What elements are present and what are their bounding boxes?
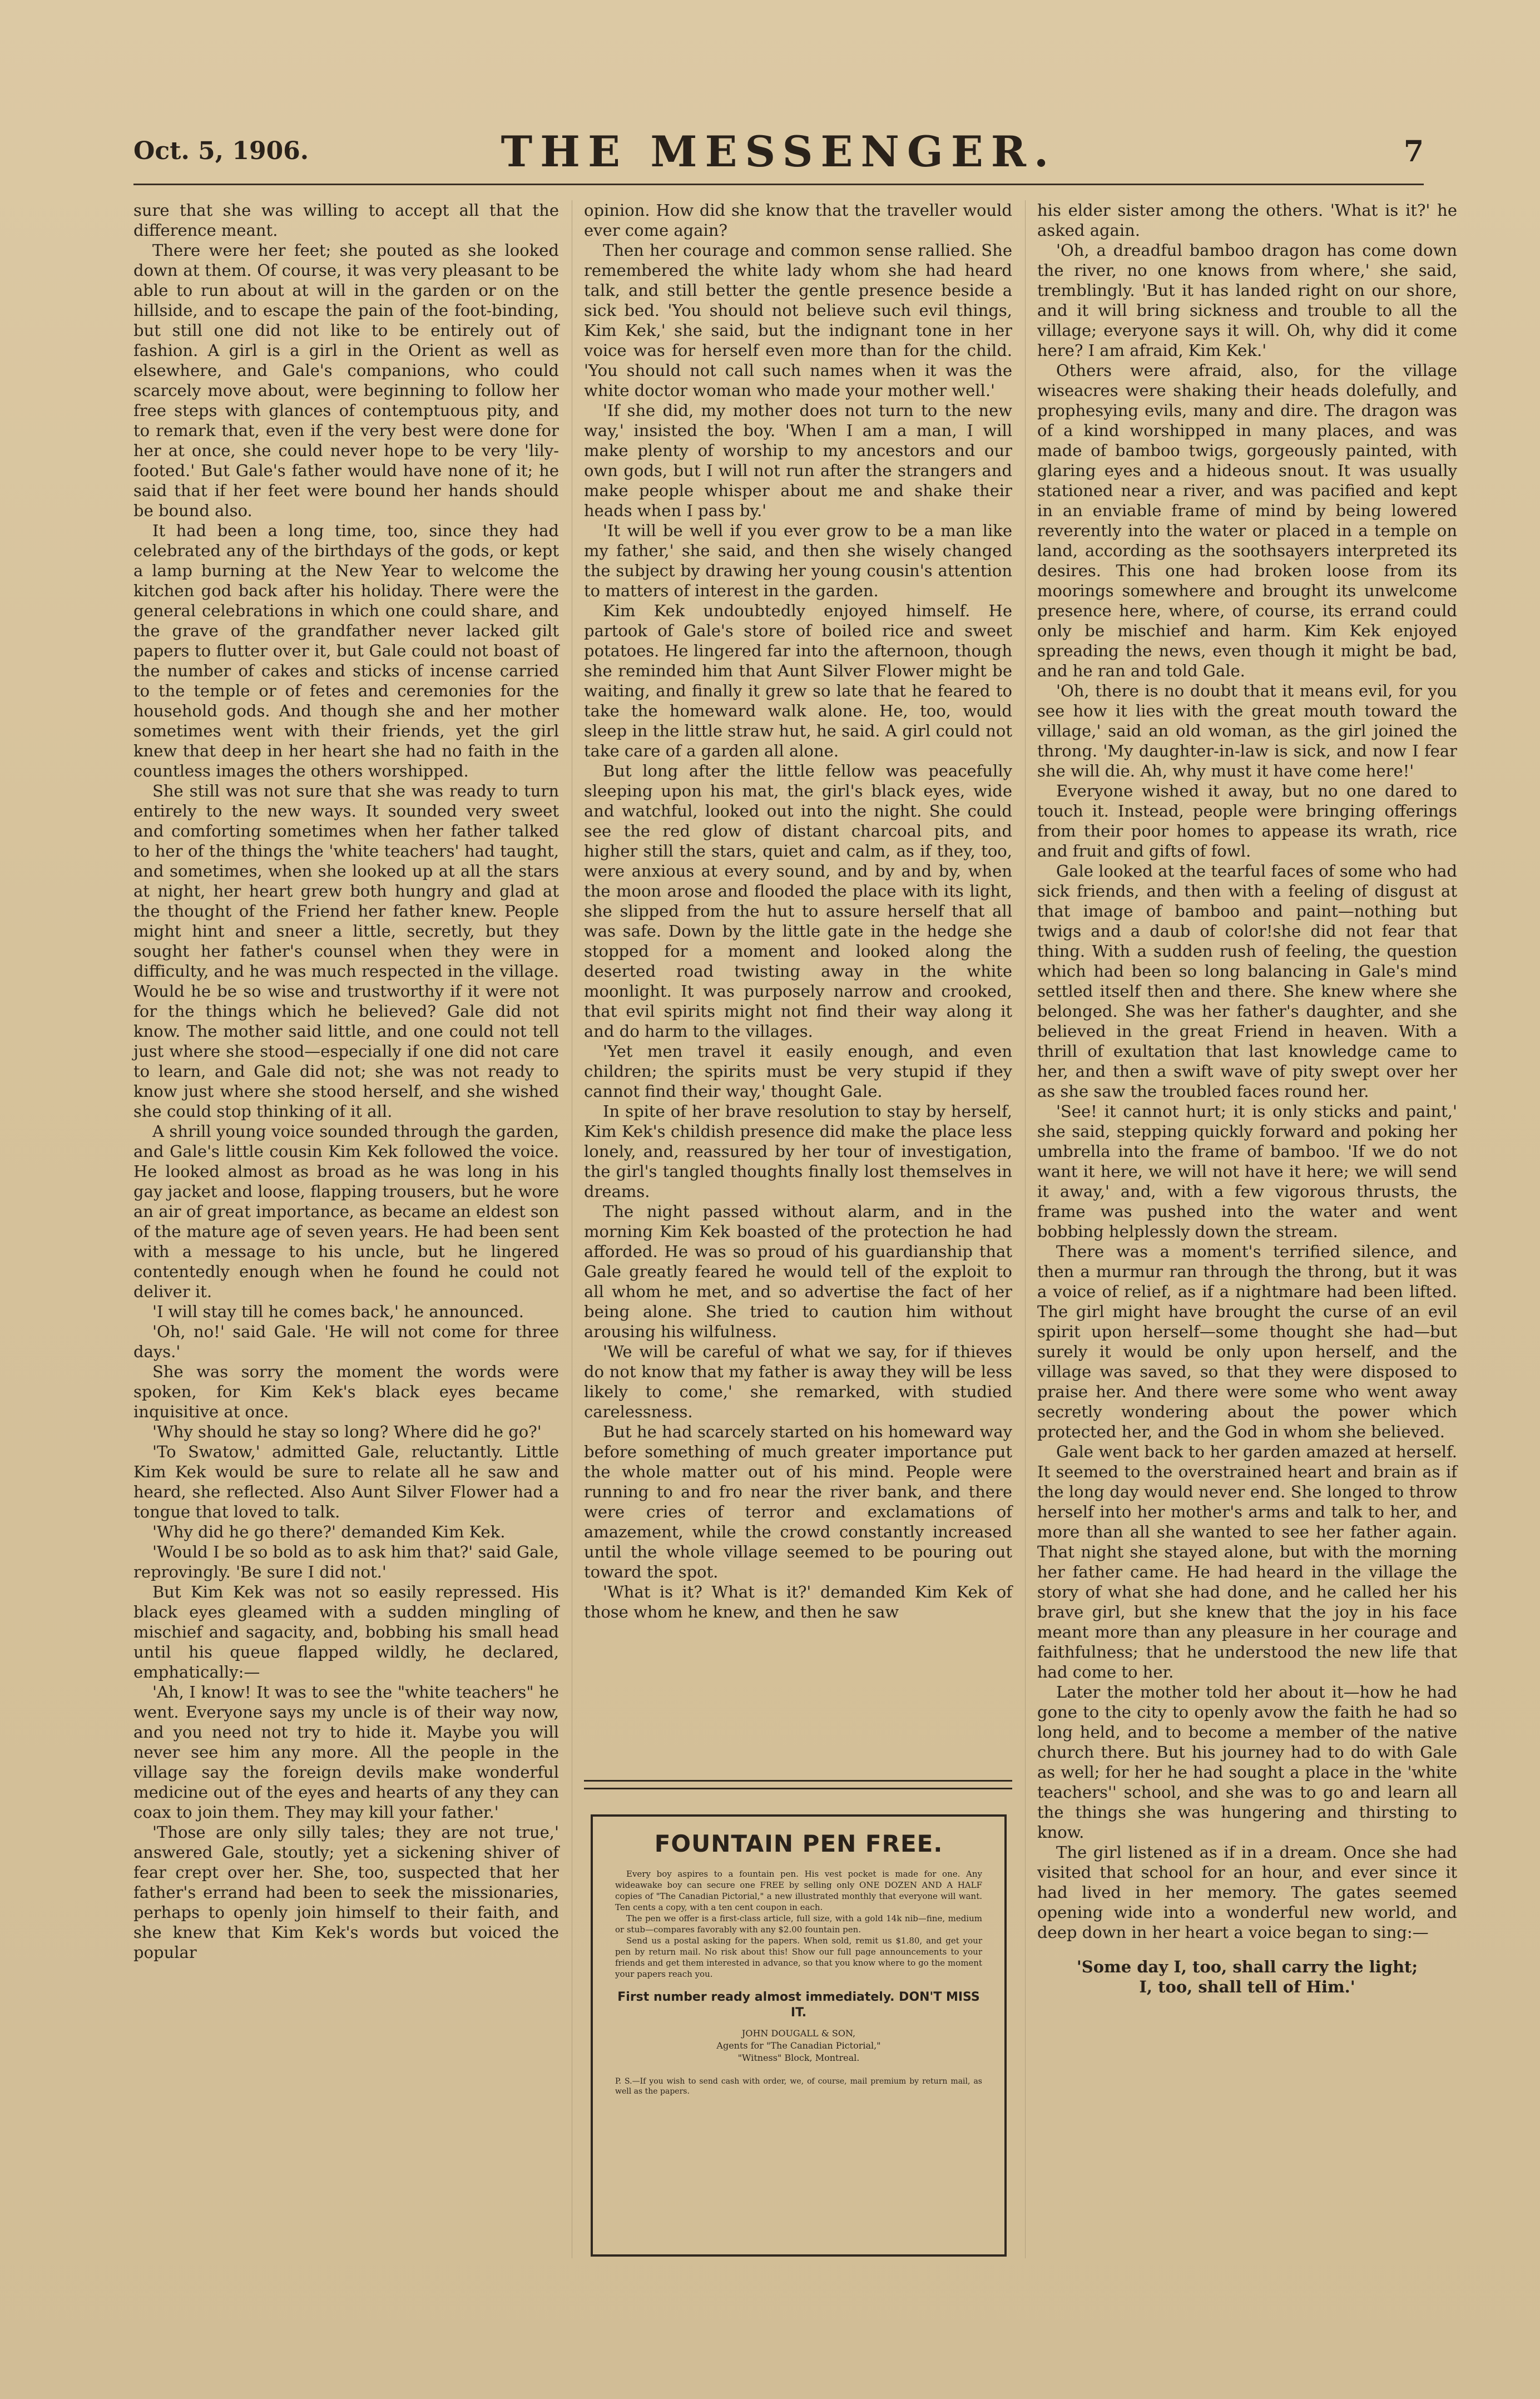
ad-title: FOUNTAIN PEN FREE.	[654, 1830, 943, 1857]
paragraph: opinion. How did she know that the traveller would ever come again?	[584, 201, 1012, 240]
ad-top-rule	[584, 1788, 1012, 1789]
paragraph: 'See! it cannot hurt; it is only sticks and paint,' she said, stepping quickly forward and poking her umbrella into the frame of bamboo. 'If we do not want it here, we will not have it here; we will send it away,' and, with a few vigorous thrusts, the frame was pushed into the water and went bobbing helplessly down the stream.	[1037, 1102, 1457, 1241]
paragraph: 'Oh, a dreadful bamboo dragon has come down the river, no one knows from where,' she said, tremblingly. 'But it has landed right on our shore, and it will bring sickness and trouble to all the village; everyone says it will. Oh, why did it come here? I am afraid, Kim Kek.'	[1037, 241, 1457, 360]
ad-headline: First number ready almost immediately. DON'T MISS IT.	[617, 1990, 980, 2020]
paragraph: 'Oh, there is no doubt that it means evil, for you see how it lies with the great mouth toward the village,' said an old woman, as the girl joined the throng. 'My daughter-in-law is sick, and now I fear she will die. Ah, why must it have come here!'	[1037, 681, 1457, 780]
paragraph: Kim Kek undoubtedly enjoyed himself. He partook of Gale's store of boiled rice and sweet potatoes. He lingered far into the afternoon, though she reminded him that Aunt Silver Flower might be waiting, and finally it grew so late that he feared to take the homeward walk alone. He, too, would sleep in the little straw hut, he said. A girl could not take care of a garden all alone.	[584, 601, 1012, 760]
page-number: 7	[1403, 135, 1424, 169]
ad-postscript: P. S.—If you wish to send cash with order, we, of course, mail premium by return mail, as well as the papers.	[615, 2077, 982, 2096]
paragraph: A shrill young voice sounded through the garden, and Gale's little cousin Kim Kek followed the voice. He looked almost as broad as he was long in his gay jacket and loose, flapping trousers, but he wore an air of great importance, as became an eldest son of the mature age of seven years. He had been sent with a message to his uncle, but he lingered contentedly enough when he found he could not deliver it.	[133, 1122, 559, 1301]
paragraph: Others were afraid, also, for the village wiseacres were shaking their heads dolefully, and prophesying evils, many and dire. The dragon was of a kind worshipped in many places, and was made of bamboo twigs, gorgeously painted, with glaring eyes and a hideous snout. It was usually stationed near a river, and was pacified and kept in an enviable frame of mind by being lowered reverently into the water or placed in a temple on land, according as the soothsayers interpreted its desires. This one had broken loose from its moorings somewhere and brought its unwelcome presence here, where, of course, its errand could only be mischief and harm. Kim Kek enjoyed spreading the news, even though it might be bad, and he ran and told Gale.	[1037, 361, 1457, 680]
paragraph: 'We will be careful of what we say, for if thieves do not know that my father is away they will be less likely to come,' she remarked, with studied carelessness.	[584, 1342, 1012, 1421]
paragraph: The girl listened as if in a dream. Once she had visited that school for an hour, and ever since it had lived in her memory. The gates seemed opening wide into a wonderful new world, and deep down in her heart a voice began to sing:—	[1037, 1843, 1457, 1942]
paragraph: She still was not sure that she was ready to turn entirely to the new ways. It sounded very sweet and comforting sometimes when her father talked to her of the things the 'white teachers' had taught, and sometimes, when she looked up at all the stars at night, her heart grew both hungry and glad at the thought of the Friend her father knew. People might hint and sneer a little, secretly, but they sought her father's counsel when they were in difficulty, and he was much respected in the village. Would he be so wise and trustworthy if it were not for the things which he believed? Gale did not know. The mother said little, and one could not tell just where she stood—especially if one did not care to learn, and Gale did not; she was not ready to know just where she stood herself, and she wished she could stop thinking of it all.	[133, 781, 559, 1121]
paragraph: There was a moment's terrified silence, and then a murmur ran through the throng, but it was a voice of relief, as if a nightmare had been lifted. The girl might have brought the curse of an evil spirit upon herself—some thought she had—but surely it would be only upon herself, and the village was saved, so that they were disposed to praise her. And there were some who went away secretly wondering about the power which protected her, and the God in whom she believed.	[1037, 1242, 1457, 1441]
ad-company: JOHN DOUGALL & SON,	[741, 2028, 856, 2039]
paragraph: But he had scarcely started on his homeward way before something of much greater importance put the whole matter out of his mind. People were running to and fro near the river bank, and there were cries of terror and exclamations of amazement, while the crowd constantly increased until the whole village seemed to be pouring out toward the spot.	[584, 1422, 1012, 1581]
poem-line: I, too, shall tell of Him.'	[1139, 1977, 1355, 1996]
column-1	[133, 200, 559, 1962]
paragraph: 'What is it? What is it?' demanded Kim Kek of those whom he knew, and then he saw	[584, 1582, 1012, 1621]
paragraph: Gale looked at the tearful faces of some who had sick friends, and then with a feeling of disgust at that image of bamboo and paint—nothing but twigs and a daub of color!she did not fear that thing. With a sudden rush of feeling, the question which had been so long balancing in Gale's mind settled itself then and there. She knew where she belonged. She was her father's daughter, and she believed in the great Friend in heaven. With a thrill of exultation that last knowledge came to her, and then a swift wave of pity swept over her as she saw the troubled faces round her.	[1037, 862, 1457, 1101]
masthead	[133, 127, 1424, 177]
paragraph: But long after the little fellow was peacefully sleeping upon his mat, the girl's black eyes, wide and watchful, looked out into the night. She could see the red glow of distant charcoal pits, and higher still the stars, quiet and calm, as if they, too, were anxious at every sound, and by and by, when the moon arose and flooded the place with its light, she slipped from the hut to assure herself that all was safe. Down by the little gate in the hedge she stopped for a moment and looked along the deserted road twisting away in the white moonlight. It was purposely narrow and crooked, that evil spirits might not find their way along it and do harm to the villages.	[584, 761, 1012, 1041]
poem-line: 'Some day I, too, shall carry the light;	[1076, 1957, 1418, 1976]
paragraph: 'Why did he go there?' demanded Kim Kek.	[152, 1522, 506, 1541]
paragraph: sure that she was willing to accept all that the difference meant.	[133, 201, 559, 240]
paragraph: But Kim Kek was not so easily repressed. His black eyes gleamed with a sudden mingling of mischief and sagacity, and, bobbing his small head until his queue flapped wildly, he declared, emphatically:—	[133, 1582, 559, 1681]
paragraph: 'Yet men travel it easily enough, and even children; the spirits must be very stupid if they cannot find their way,' thought Gale.	[584, 1042, 1012, 1101]
paragraph: Later the mother told her about it—how he had gone to the city to openly avow the faith he had so long held, and to become a member of the native church there. But his journey had to do with Gale as well; for her he had sought a place in the 'white teachers'' school, and she was to go and learn all the things she was hungering and thirsting to know.	[1037, 1683, 1457, 1842]
masthead-rule	[133, 184, 1424, 185]
paragraph: There were her feet; she pouted as she looked down at them. Of course, it was very pleasant to be able to run about at will in the garden or on the hillside, and to escape the pain of the foot-binding, but still one did not like to be entirely out of fashion. A girl is a girl in the Orient as well as elsewhere, and Gale's companions, who could scarcely move about, were beginning to follow her free steps with glances of contemptuous pity, and to remark that, even if the very best were done for her at once, she could never hope to be very 'lily-footed.' But Gale's father would have none of it; he said that if her feet were bound her hands should be bound also.	[133, 241, 559, 520]
paragraph: his elder sister among the others. 'What is it?' he asked again.	[1037, 201, 1457, 240]
ad-body	[615, 1868, 982, 1980]
ad-top-rule	[584, 1780, 1012, 1782]
ad-paragraph: The pen we offer is a first-class article, full size, with a gold 14k nib—fine, medium or stub—compares favorably with any $2.00 fountain pen.	[615, 1913, 982, 1935]
paragraph: Then her courage and common sense rallied. She remembered the white lady whom she had heard talk, and still better the gentle presence beside a sick bed. 'You should not believe such evil things, Kim Kek,' she said, but the indignant tone in her voice was for herself even more than for the child. 'You should not call such names when it was the white doctor woman who made your mother well.'	[584, 241, 1012, 400]
paragraph: 'Ah, I know! It was to see the "white teachers" he went. Everyone says my uncle is of their way now, and you need not try to hide it. Maybe you will never see him any more. All the people in the village say the foreign devils make wonderful medicine out of the eyes and hearts of any they can coax to join them. They may kill your father.'	[133, 1683, 559, 1822]
ad-signature	[615, 2027, 982, 2064]
paragraph: 'Those are only silly tales; they are not true,' answered Gale, stoutly; yet a sickening shiver of fear crept over her. She, too, suspected that her father's errand had been to seek the missionaries, perhaps to openly join himself to their faith, and she knew that Kim Kek's words but voiced the popular	[133, 1823, 559, 1962]
column-divider	[1025, 200, 1026, 2258]
newspaper-title: THE MESSENGER.	[501, 127, 1057, 176]
paragraph: It had been a long time, too, since they had celebrated any of the birthdays of the gods, or kept a lamp burning at the New Year to welcome the kitchen god back after his holiday. There were the general celebrations in which one could share, and the grave of the grandfather never lacked gilt papers to flutter over it, but Gale could not boast of the number of cakes and sticks of incense carried to the temple or of fetes and ceremonies for the household gods. And though she and her mother sometimes went with their friends, yet the girl knew that deep in her heart she had no faith in the countless images the others worshipped.	[133, 521, 559, 780]
paragraph: Gale went back to her garden amazed at herself. It seemed to the overstrained heart and brain as if the long day would never end. She longed to throw herself into her mother's arms and talk to her, and more than all she wanted to see her father again. That night she stayed alone, but with the morning her father came. He had heard in the village the story of what she had done, and he called her his brave girl, but she knew that the joy in his face meant more than any pleasure in her courage and faithfulness; that he understood the new life that had come to her.	[1037, 1442, 1457, 1681]
ad-agents: Agents for "The Canadian Pictorial,"	[716, 2040, 881, 2051]
paragraph: She was sorry the moment the words were spoken, for Kim Kek's black eyes became inquisitive at once.	[133, 1362, 559, 1421]
ad-paragraph: Send us a postal asking for the papers. When sold, remit us $1.80, and get your pen by return mail. No risk about this! Show our full page announcements to your friends and get them interested in advance, so that you know where to go the moment your papers reach you.	[615, 1936, 982, 1979]
paragraph: 'Would I be so bold as to ask him that?' said Gale, reprovingly. 'Be sure I did not.'	[133, 1542, 559, 1581]
column-3	[1037, 200, 1457, 1997]
paragraph: The night passed without alarm, and in the morning Kim Kek boasted of the protection he had afforded. He was so proud of his guardianship that Gale greatly feared he would tell of the exploit to all whom he met, and so advertise the fact of her being alone. She tried to caution him without arousing his wilfulness.	[584, 1202, 1012, 1341]
paragraph: Everyone wished it away, but no one dared to touch it. Instead, people were bringing offerings from their poor homes to appease its wrath, rice and fruit and gifts of fowl.	[1037, 781, 1457, 860]
fountain-pen-advertisement	[591, 1814, 1007, 2257]
ad-paragraph: Every boy aspires to a fountain pen. His vest pocket is made for one. Any wideawake boy can secure one FREE by selling only ONE DOZEN AND A HALF copies of "The Canadian Pictorial," a new illustrated monthly that everyone will want. Ten cents a copy, with a ten cent coupon in each.	[615, 1869, 982, 1912]
paragraph: 'Oh, no!' said Gale. 'He will not come for three days.'	[133, 1322, 559, 1361]
column-2	[584, 200, 1012, 1622]
ad-address: "Witness" Block, Montreal.	[737, 2052, 860, 2063]
paragraph: In spite of her brave resolution to stay by herself, Kim Kek's childish presence did make the place less lonely, and, reassured by her tour of investigation, the girl's tangled thoughts finally lost themselves in dreams.	[584, 1102, 1012, 1201]
paragraph: 'I will stay till he comes back,' he announced.	[152, 1302, 524, 1321]
paragraph: 'It will be well if you ever grow to be a man like my father,' she said, and then she wisely changed the subject by drawing her young cousin's attention to matters of interest in the garden.	[584, 521, 1012, 600]
paragraph: 'To Swatow,' admitted Gale, reluctantly. Little Kim Kek would be sure to relate all he saw and heard, she reflected. Also Aunt Silver Flower had a tongue that loved to talk.	[133, 1442, 559, 1521]
issue-date: Oct. 5, 1906.	[133, 137, 309, 165]
paragraph: 'If she did, my mother does not turn to the new way,' insisted the boy. 'When I am a man, I will make plenty of worship to my ancestors and our own gods, but I will not run after the strangers and make people whisper about me and shake their heads when I pass by.'	[584, 401, 1012, 520]
paragraph: 'Why should he stay so long? Where did he go?'	[152, 1422, 542, 1441]
